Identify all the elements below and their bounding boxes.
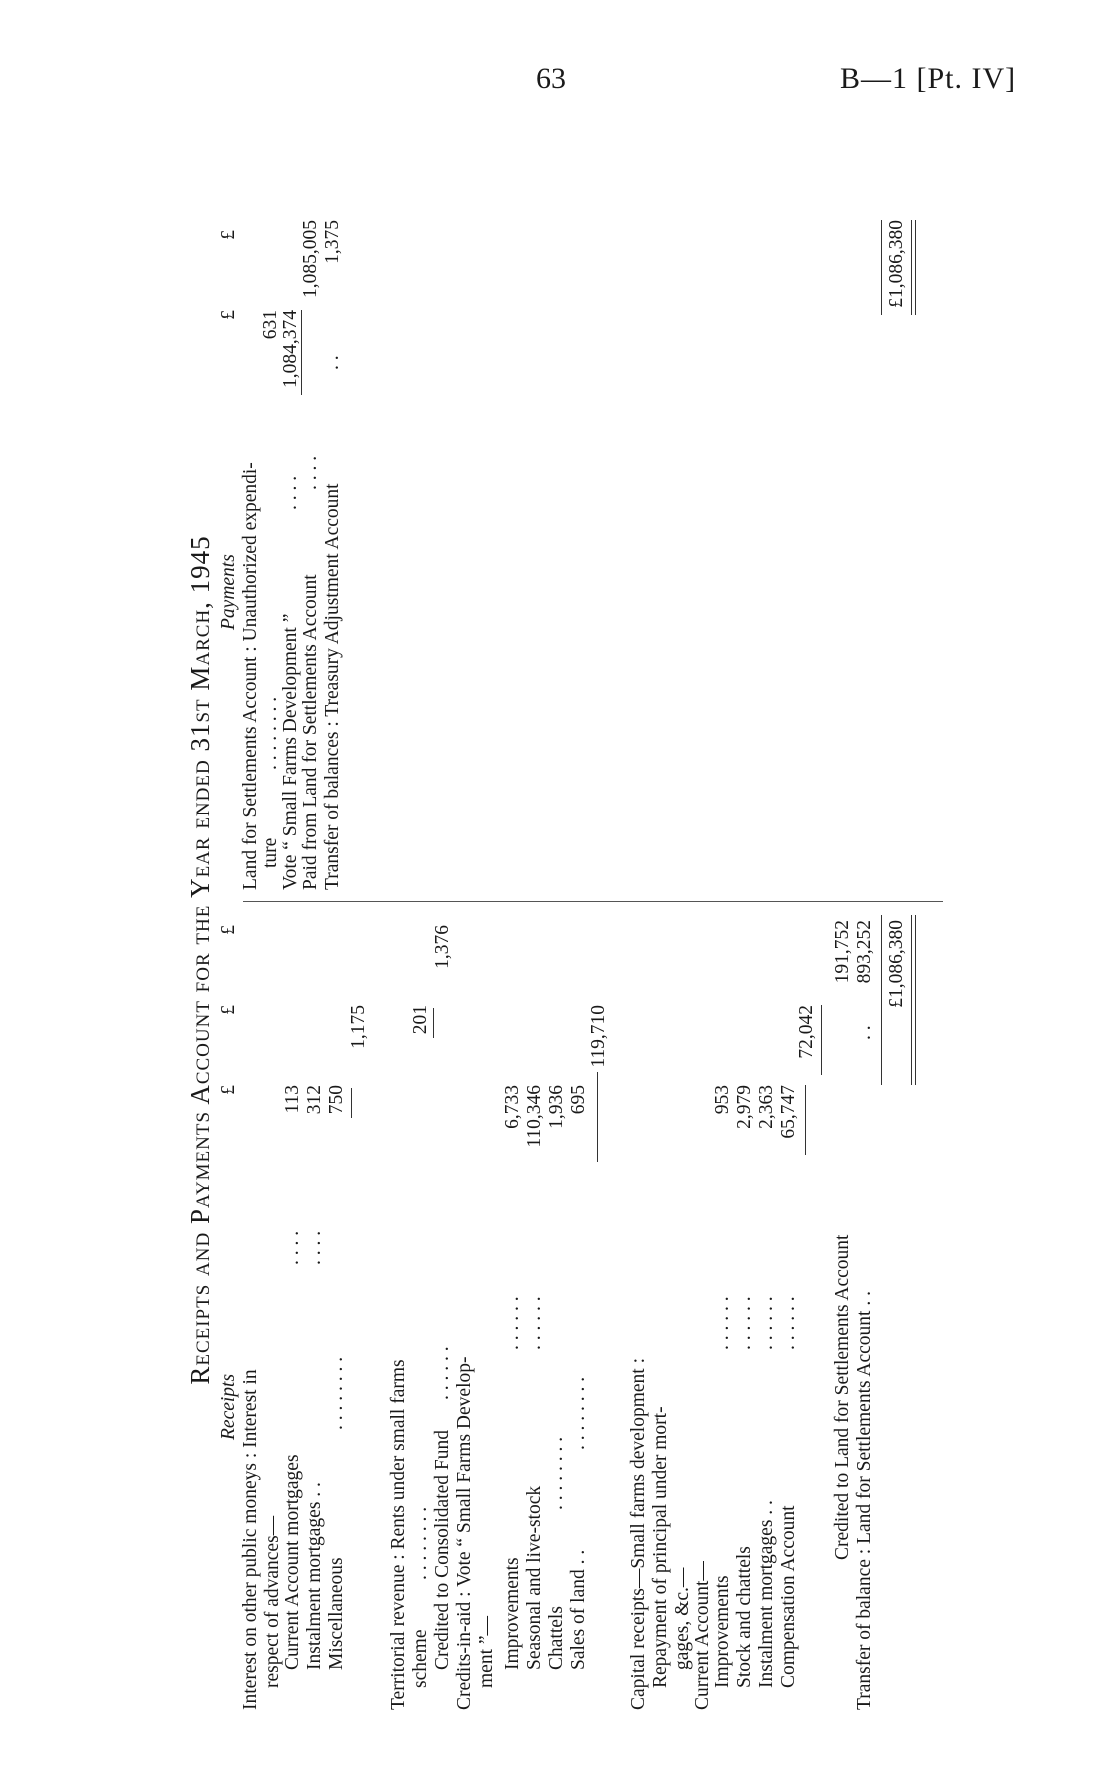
rotated-account-table (155, 210, 955, 1710)
column-divider (243, 901, 943, 902)
receipts-current-account: Current Account— (692, 1561, 713, 1710)
receipts-current-account-mortgages: Current Account mortgages . . . . 113 (282, 1085, 303, 1670)
receipts-capital-line1: Capital receipts—Small farms development : (628, 1358, 649, 1710)
rule-payments-double (911, 220, 916, 315)
receipts-interest-total: 1,175 (348, 1005, 369, 1049)
receipts-transfer-balance: Transfer of balance : Land for Settlements Account . . . . 893,252 (854, 920, 875, 1710)
receipts-credited-land: Credited to Land for Settlements Account 191,752 (832, 920, 853, 1560)
rule-receipts-double (911, 915, 916, 1085)
receipts-chattels: Chattels . . . . . . . . 1,936 (546, 1085, 567, 1670)
payments-vote: Vote “ Small Farms Development ” . . . . 1,084,374 (280, 310, 301, 890)
receipts-credits-in-aid-line1: Credits-in-aid : Vote “ Small Farms Develop- (454, 1356, 475, 1710)
receipts-credits-in-aid-line2: ment ”— (476, 1615, 497, 1688)
receipts-stock-chattels: Stock and chattels . . . . . . 2,979 (734, 1085, 755, 1688)
receipts-capital-total: 72,042 (796, 1005, 817, 1059)
receipts-heading: Receipts (218, 1373, 239, 1440)
receipts-territorial-scheme: scheme . . . . . . . . 201 (410, 1005, 431, 1688)
receipts-cap-instalment: Instalment mortgages . . . . . . . . 2,363 (756, 1085, 777, 1688)
receipts-territorial-line1: Territorial revenue : Rents under small farms (388, 1359, 409, 1710)
page-number: 63 (536, 62, 566, 95)
page-title: Receipts and Payments Account for the Year ended 31st March, 1945 (185, 535, 215, 1385)
receipts-currency-col3: £ (218, 925, 239, 935)
receipts-capital-line2: Repayment of principal under mort- (650, 1406, 671, 1688)
rule-capital-total (821, 1005, 822, 1075)
receipts-interest-line1: Interest on other public moneys : Interest in (240, 1369, 261, 1710)
receipts-grand-total: £1,086,380 (886, 920, 907, 1008)
receipts-credits-total: 119,710 (588, 1005, 609, 1068)
payments-grand-total: £1,086,380 (886, 220, 907, 308)
receipts-instalment-mortgages: Instalment mortgages . . . . . . 312 (304, 1085, 325, 1670)
payments-paid-from: Paid from Land for Settlements Account . . . . 1,085,005 (300, 220, 321, 890)
payments-land-line2: ture . . . . . . . . 631 (260, 310, 281, 868)
receipts-improvements: Improvements . . . . . . 6,733 (502, 1085, 523, 1670)
document-reference: B—1 [Pt. IV] (840, 62, 1017, 95)
payments-transfer: Transfer of balances : Treasury Adjustment Account . . 1,375 (322, 220, 343, 890)
rule-receipts-before-total (881, 915, 882, 1085)
payments-land-line1: Land for Settlements Account : Unauthorized expendi- (240, 462, 261, 890)
receipts-currency-col1: £ (218, 1085, 239, 1095)
payments-heading: Payments (218, 554, 239, 630)
receipts-credited-consolidated: Credited to Consolidated Fund . . . . . . 1,376 (432, 925, 453, 1670)
payments-header-row (217, 210, 241, 890)
payments-currency-col2: £ (218, 230, 239, 240)
receipts-sales-of-land: Sales of land . . . . . . . . . . 695 (568, 1085, 589, 1670)
payments-currency-col1: £ (218, 310, 239, 320)
receipts-cap-improvements: Improvements . . . . . . 953 (712, 1085, 733, 1688)
receipts-miscellaneous: Miscellaneous . . . . . . . . 750 (326, 1085, 347, 1670)
receipts-seasonal-livestock: Seasonal and live-stock . . . . . . 110,346 (524, 1085, 545, 1670)
receipts-currency-col2: £ (218, 1005, 239, 1015)
rule-payments-before-total (881, 220, 882, 315)
receipts-interest-line2: respect of advances— (262, 1515, 283, 1688)
receipts-capital-line3: gages, &c.— (672, 1567, 693, 1670)
receipts-compensation: Compensation Account . . . . . . 65,747 (778, 1085, 799, 1688)
receipts-header-row (217, 910, 241, 1710)
rule-territorial (433, 1008, 434, 1038)
